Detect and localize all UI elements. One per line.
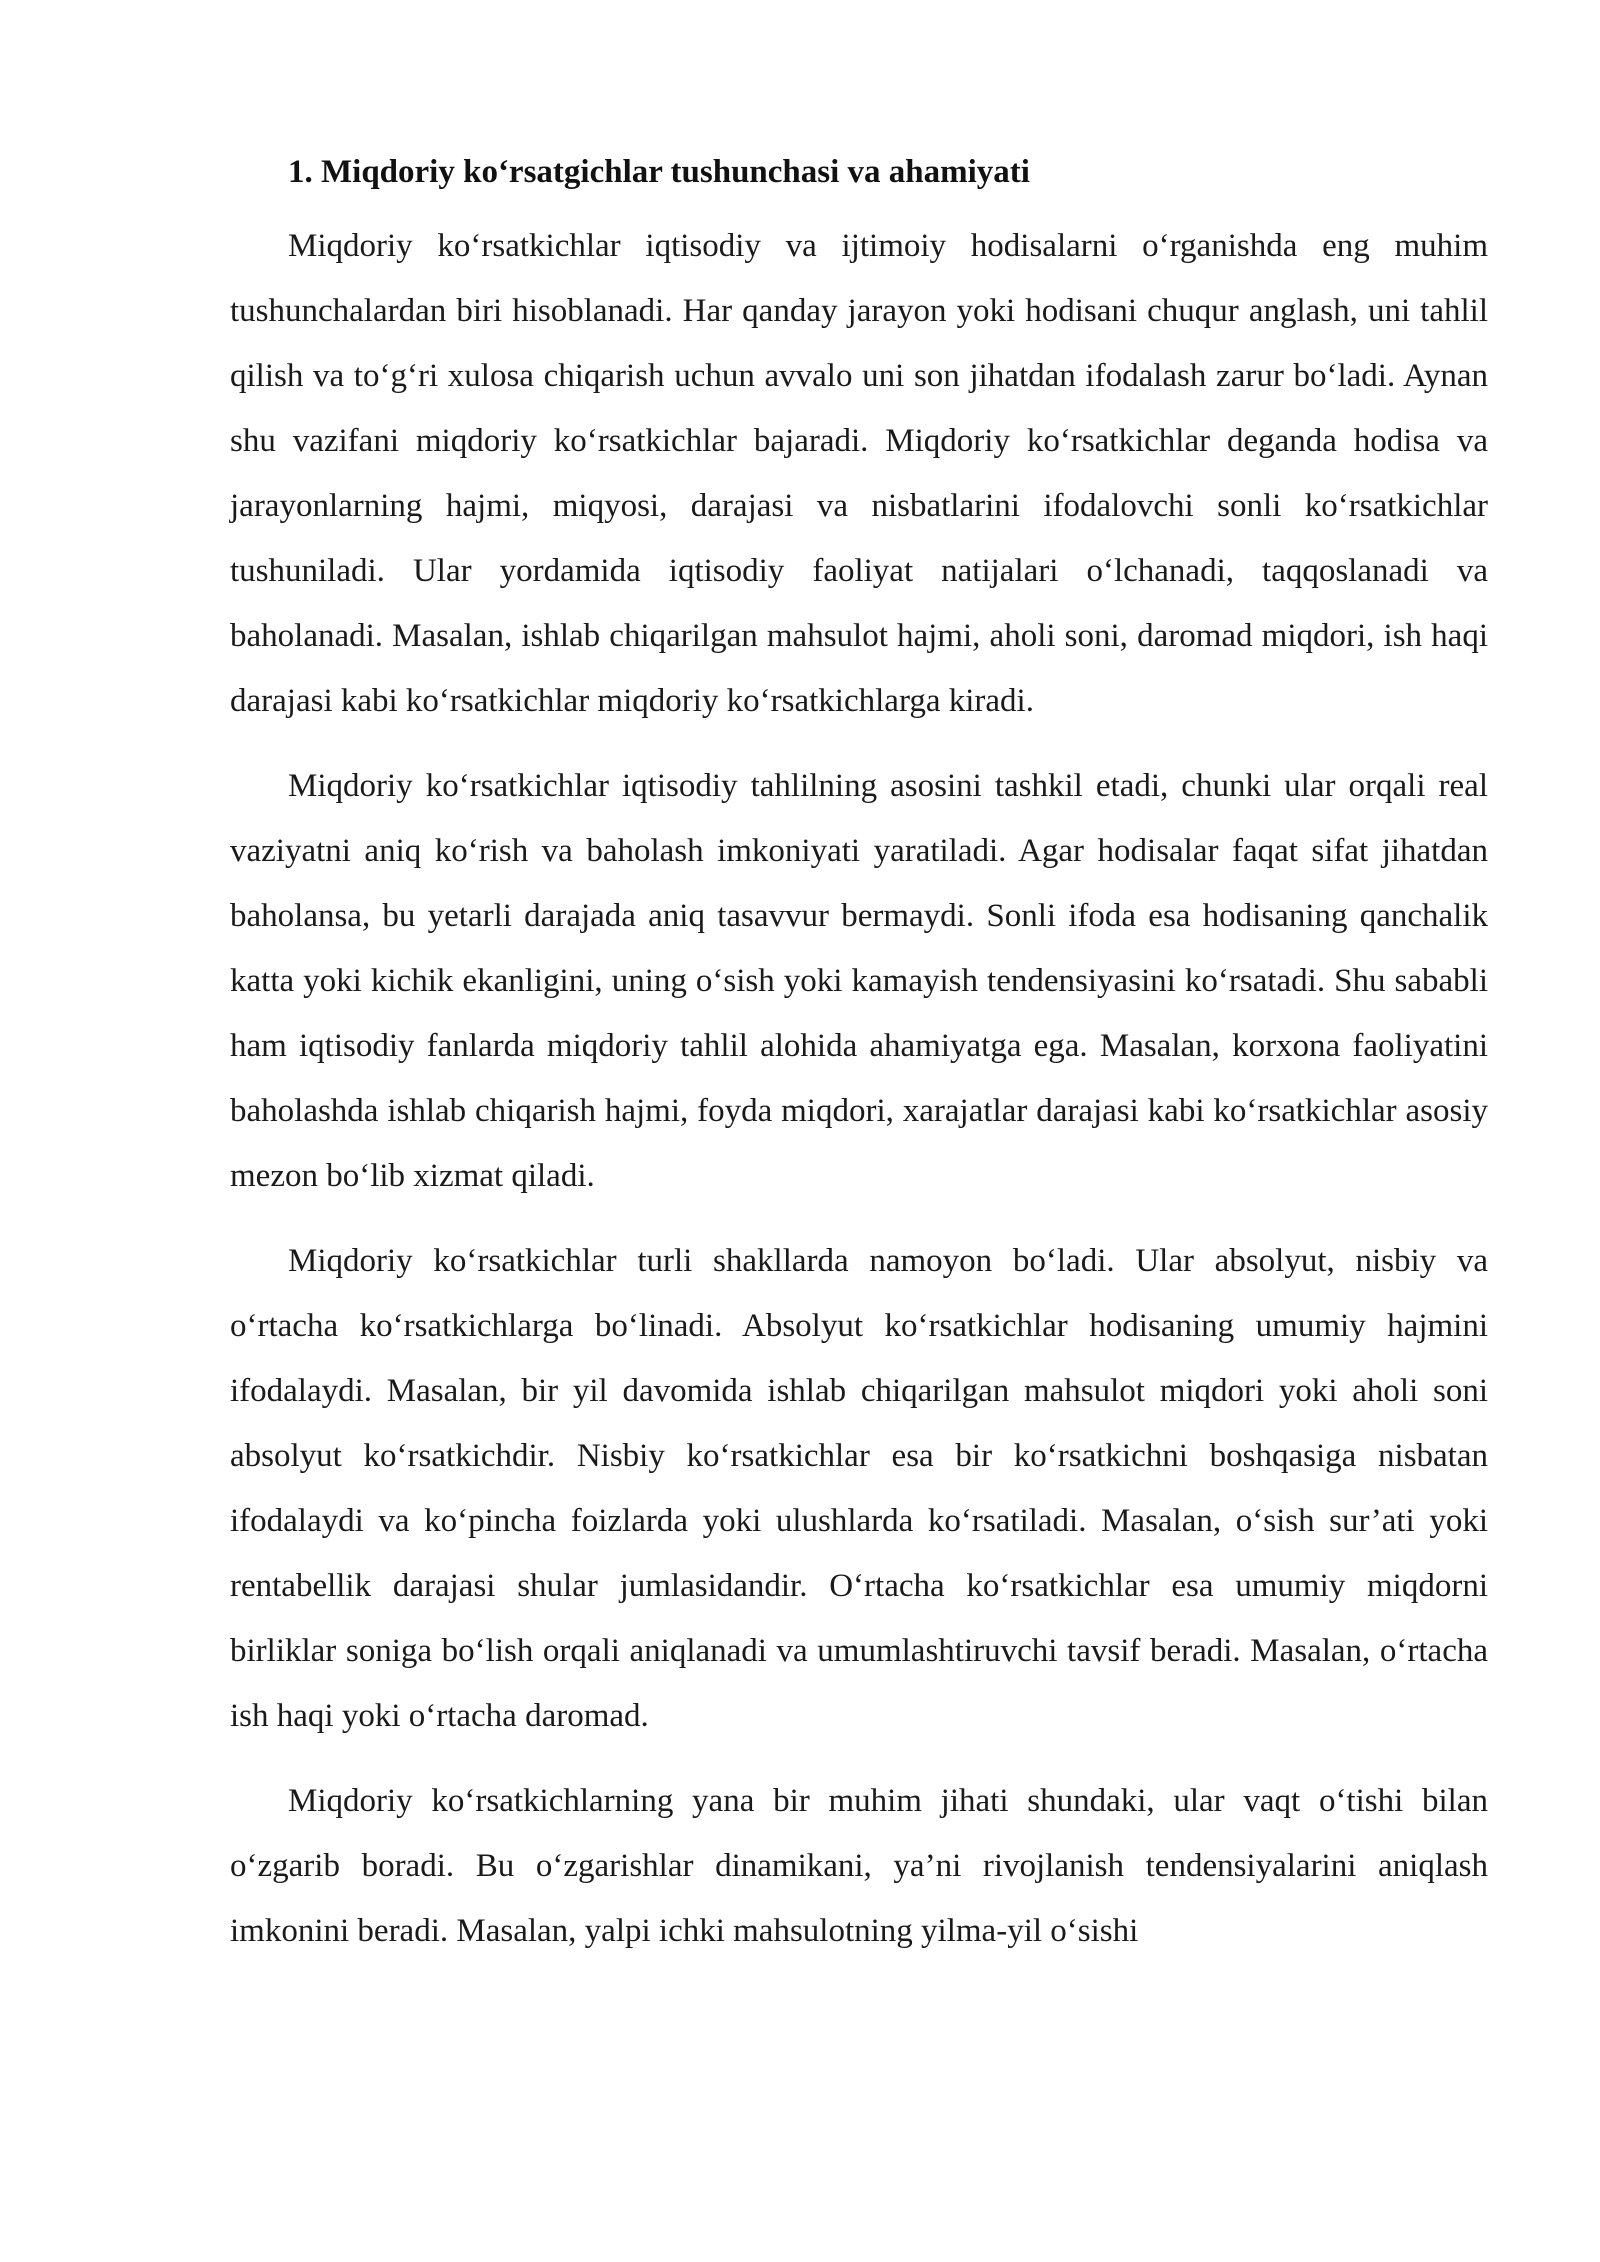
paragraph-2: Miqdoriy koʻrsatkichlar iqtisodiy tahlilning asosini tashkil etadi, chunki ular orqali real vaziyatni aniq koʻrish va baholash imkoniyati yaratiladi. Agar hodisalar faqat sifat jihatdan baholansa, bu yetarli darajada aniq tasavvur bermaydi. Sonli ifoda esa hodisaning qanchalik katta yoki kichik ekanligini, uning oʻsish yoki kamayish tendensiyasini koʻrsatadi. Shu sababli ham iqtisodiy fanlarda miqdoriy tahlil alohida ahamiyatga ega. Masalan, korxona faoliyatini baholashda ishlab chiqarish hajmi, foyda miqdori, xarajatlar darajasi kabi koʻrsatkichlar asosiy mezon boʻlib xizmat qiladi. <box>230 768 1488 1194</box>
document-body <box>230 150 1488 1984</box>
paragraph-3: Miqdoriy koʻrsatkichlar turli shakllarda namoyon boʻladi. Ular absolyut, nisbiy va oʻrtacha koʻrsatkichlarga boʻlinadi. Absolyut koʻrsatkichlar hodisaning umumiy hajmini ifodalaydi. Masalan, bir yil davomida ishlab chiqarilgan mahsulot miqdori yoki aholi soni absolyut koʻrsatkichdir. Nisbiy koʻrsatkichlar esa bir koʻrsatkichni boshqasiga nisbatan ifodalaydi va koʻpincha foizlarda yoki ulushlarda koʻrsatiladi. Masalan, oʻsish sur’ati yoki rentabellik darajasi shular jumlasidandir. Oʻrtacha koʻrsatkichlar esa umumiy miqdorni birliklar soniga boʻlish orqali aniqlanadi va umumlashtiruvchi tavsif beradi. Masalan, oʻrtacha ish haqi yoki oʻrtacha daromad. <box>230 1243 1488 1734</box>
paragraph-1: Miqdoriy koʻrsatkichlar iqtisodiy va ijtimoiy hodisalarni oʻrganishda eng muhim tushunchalardan biri hisoblanadi. Har qanday jarayon yoki hodisani chuqur anglash, uni tahlil qilish va toʻgʻri xulosa chiqarish uchun avvalo uni son jihatdan ifodalash zarur boʻladi. Aynan shu vazifani miqdoriy koʻrsatkichlar bajaradi. Miqdoriy koʻrsatkichlar deganda hodisa va jarayonlarning hajmi, miqyosi, darajasi va nisbatlarini ifodalovchi sonli koʻrsatkichlar tushuniladi. Ular yordamida iqtisodiy faoliyat natijalari oʻlchanadi, taqqoslanadi va baholanadi. Masalan, ishlab chiqarilgan mahsulot hajmi, aholi soni, daromad miqdori, ish haqi darajasi kabi koʻrsatkichlar miqdoriy koʻrsatkichlarga kiradi. <box>230 228 1488 719</box>
paragraph-4: Miqdoriy koʻrsatkichlarning yana bir muhim jihati shundaki, ular vaqt oʻtishi bilan oʻzgarib boradi. Bu oʻzgarishlar dinamikani, ya’ni rivojlanish tendensiyalarini aniqlash imkonini beradi. Masalan, yalpi ichki mahsulotning yilma-yil oʻsishi <box>230 1783 1488 1949</box>
section-heading: 1. Miqdoriy koʻrsatgichlar tushunchasi va ahamiyati <box>288 154 1030 190</box>
